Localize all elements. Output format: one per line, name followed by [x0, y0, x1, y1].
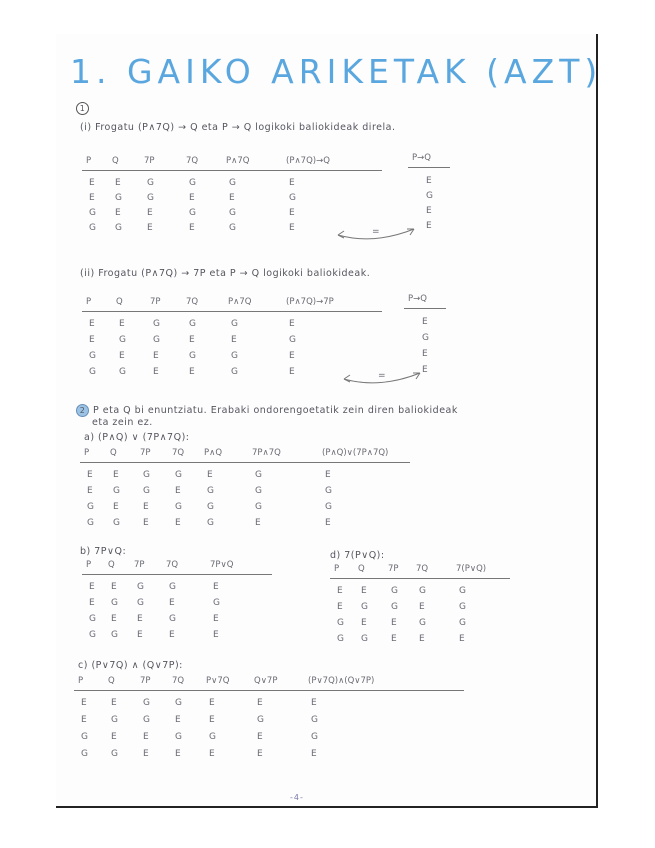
ex2-d-cell: G: [391, 586, 398, 596]
ex1-ii-header: P∧7Q: [228, 297, 252, 307]
ex1-ii-extra-underline: [404, 308, 446, 309]
ex2-a-cell: G: [255, 486, 262, 496]
ex2-a-cell: E: [325, 470, 331, 480]
ex2-a-cell: E: [175, 518, 181, 528]
ex1-ii-equivalence-mark: =: [378, 371, 386, 381]
ex2-b-header: 7P: [134, 560, 145, 570]
ex1-i-extra-cell: E: [426, 206, 432, 216]
ex1-i-cell: G: [115, 223, 122, 233]
ex2-c-cell: G: [257, 715, 264, 725]
ex2-a-cell: G: [207, 486, 214, 496]
exercise-2-statement-cont: eta zein ez.: [92, 417, 153, 428]
ex1-i-header: P∧7Q: [226, 156, 250, 166]
ex2-a-cell: E: [255, 518, 261, 528]
ex1-i-cell: G: [189, 178, 196, 188]
ex2-c-cell: G: [111, 715, 118, 725]
ex1-i-header: (P∧7Q)→Q: [286, 156, 330, 166]
ex1-ii-cell: E: [289, 319, 295, 329]
ex1-ii-cell: E: [89, 335, 95, 345]
ex1-ii-header-underline: [82, 311, 382, 312]
ex2-d-cell: G: [419, 586, 426, 596]
ex1-i-cell: G: [147, 193, 154, 203]
ex1-i-cell: G: [229, 208, 236, 218]
ex1-ii-cell: E: [119, 351, 125, 361]
ex1-i-cell: E: [289, 223, 295, 233]
ex2-c-cell: E: [81, 698, 87, 708]
ex2-c-cell: E: [143, 749, 149, 759]
ex2-a-header: Q: [110, 448, 117, 458]
ex1-ii-cell: G: [119, 367, 126, 377]
ex2-a-cell: G: [113, 486, 120, 496]
ex1-i-cell: E: [115, 208, 121, 218]
ex2-c-cell: E: [111, 732, 117, 742]
ex2-d-cell: E: [419, 634, 425, 644]
ex2-b-cell: E: [213, 630, 219, 640]
ex1-ii-header: 7P: [150, 297, 161, 307]
ex1-ii-cell: E: [189, 335, 195, 345]
ex1-i-cell: E: [289, 178, 295, 188]
ex2-a-cell: G: [143, 486, 150, 496]
ex2-b-label: b) 7P∨Q:: [80, 546, 127, 557]
ex2-b-cell: E: [137, 630, 143, 640]
ex1-i-cell: E: [229, 193, 235, 203]
ex1-i-cell: E: [289, 208, 295, 218]
ex1-ii-cell: E: [89, 319, 95, 329]
ex2-d-header: Q: [358, 564, 365, 574]
ex1-i-cell: G: [89, 208, 96, 218]
page-title: 1. GAIKO ARIKETAK (AZT): [70, 52, 603, 91]
ex2-c-cell: G: [175, 732, 182, 742]
ex2-c-header: (P∨7Q)∧(Q∨7P): [308, 676, 375, 686]
ex2-a-cell: E: [113, 502, 119, 512]
ex2-a-cell: G: [255, 470, 262, 480]
exercise-2-statement: 2 P eta Q bi enuntziatu. Erabaki ondorengoetatik zein diren baliokideak: [76, 404, 458, 417]
ex1-i-header: 7Q: [186, 156, 199, 166]
ex2-b-cell: G: [111, 630, 118, 640]
exercise-1-number: 1: [76, 102, 93, 115]
ex2-a-header: 7Q: [172, 448, 185, 458]
ex1-i-cell: G: [89, 223, 96, 233]
ex2-d-cell: E: [419, 602, 425, 612]
ex2-a-cell: E: [207, 470, 213, 480]
ex2-d-cell: G: [419, 618, 426, 628]
ex1-ii-cell: G: [89, 367, 96, 377]
ex2-c-cell: E: [175, 749, 181, 759]
ex1-i-header: Q: [112, 156, 119, 166]
ex2-d-cell: G: [337, 618, 344, 628]
ex2-b-cell: E: [169, 630, 175, 640]
ex2-b-cell: G: [111, 598, 118, 608]
ex1-ii-extra-cell: E: [422, 365, 428, 375]
ex2-a-cell: G: [175, 502, 182, 512]
ex2-a-label: a) (P∧Q) ∨ (7P∧7Q):: [84, 432, 190, 443]
ex2-d-cell: E: [459, 634, 465, 644]
ex1-i-equivalence-arrow: [334, 227, 434, 247]
ex2-c-label: c) (P∨7Q) ∧ (Q∨7P):: [78, 660, 183, 671]
ex2-d-cell: E: [337, 586, 343, 596]
ex1-i-cell: E: [115, 178, 121, 188]
ex1-ii-equivalence-arrow: [340, 371, 440, 391]
ex2-a-cell: E: [325, 518, 331, 528]
ex1-i-cell: G: [115, 193, 122, 203]
ex1-i-extra-cell: E: [426, 176, 432, 186]
ex1-ii-cell: E: [189, 367, 195, 377]
ex2-c-cell: G: [143, 715, 150, 725]
ex2-d-cell: E: [391, 634, 397, 644]
ex2-d-cell: E: [391, 618, 397, 628]
ex2-a-cell: G: [175, 470, 182, 480]
ex2-c-header: P: [78, 676, 84, 686]
ex1-ii-cell: E: [289, 351, 295, 361]
ex2-c-cell: G: [209, 732, 216, 742]
ex2-c-cell: E: [209, 715, 215, 725]
ex2-a-header: 7P∧7Q: [252, 448, 281, 458]
ex1-i-header: 7P: [144, 156, 155, 166]
ex2-b-cell: E: [89, 582, 95, 592]
ex1-ii-cell: G: [231, 351, 238, 361]
ex1-ii-cell: G: [119, 335, 126, 345]
ex2-b-cell: G: [169, 582, 176, 592]
ex2-a-cell: G: [143, 470, 150, 480]
ex2-d-cell: G: [337, 634, 344, 644]
ex2-d-header-underline: [330, 578, 510, 579]
ex2-c-cell: E: [143, 732, 149, 742]
ex1-ii-cell: G: [189, 319, 196, 329]
ex1-ii-cell: G: [231, 319, 238, 329]
ex2-c-cell: E: [209, 749, 215, 759]
ex2-b-cell: G: [169, 614, 176, 624]
ex2-c-cell: G: [175, 698, 182, 708]
ex1-ii-cell: G: [153, 335, 160, 345]
ex2-a-cell: G: [87, 518, 94, 528]
ex1-i-extra-header: P→Q: [412, 153, 431, 163]
ex1-ii-extra-cell: E: [422, 317, 428, 327]
ex1-ii-extra-cell: G: [422, 333, 429, 343]
ex2-b-cell: E: [137, 614, 143, 624]
ex2-b-cell: G: [213, 598, 220, 608]
ex2-c-header: 7P: [140, 676, 151, 686]
ex1-ii-cell: G: [153, 319, 160, 329]
ex2-c-cell: E: [311, 698, 317, 708]
ex2-b-header: 7Q: [166, 560, 179, 570]
ex1-i-extra-underline: [408, 167, 450, 168]
ex2-b-cell: E: [169, 598, 175, 608]
ex1-ii-cell: G: [189, 351, 196, 361]
ex2-d-label: d) 7(P∨Q):: [330, 550, 385, 561]
ex2-a-cell: G: [207, 518, 214, 528]
ex1-ii-cell: G: [289, 335, 296, 345]
ex1-i-cell: G: [229, 223, 236, 233]
ex1-ii-header: P: [86, 297, 92, 307]
ex2-a-cell: E: [175, 486, 181, 496]
ex2-a-header-underline: [80, 462, 410, 463]
ex1-ii-cell: G: [89, 351, 96, 361]
ex1-i-extra-cell: G: [426, 191, 433, 201]
ex2-b-cell: G: [137, 582, 144, 592]
ex2-c-cell: G: [81, 749, 88, 759]
ex2-a-cell: E: [87, 486, 93, 496]
ex1-i-cell: G: [229, 178, 236, 188]
ex2-a-cell: G: [207, 502, 214, 512]
ex2-d-header: 7(P∨Q): [456, 564, 487, 574]
ex2-d-header: P: [334, 564, 340, 574]
ex1-i-header: P: [86, 156, 92, 166]
ex2-d-cell: G: [361, 634, 368, 644]
ex2-d-cell: E: [361, 586, 367, 596]
ex1-ii-cell: G: [231, 367, 238, 377]
ex2-c-cell: G: [111, 749, 118, 759]
ex2-a-header: 7P: [140, 448, 151, 458]
ex2-c-cell: E: [209, 698, 215, 708]
ex2-c-header: Q: [108, 676, 115, 686]
ex1-i-cell: E: [147, 208, 153, 218]
ex2-b-cell: G: [137, 598, 144, 608]
ex1-ii-header: Q: [116, 297, 123, 307]
ex2-c-cell: E: [175, 715, 181, 725]
ex2-c-header: 7Q: [172, 676, 185, 686]
ex2-b-header: Q: [108, 560, 115, 570]
ex2-b-cell: E: [111, 582, 117, 592]
ex2-d-cell: G: [459, 602, 466, 612]
ex2-d-header: 7Q: [416, 564, 429, 574]
ex1-i-extra-cell: E: [426, 221, 432, 231]
ex2-a-cell: G: [325, 486, 332, 496]
ex2-c-cell: E: [81, 715, 87, 725]
ex2-a-cell: G: [87, 502, 94, 512]
ex2-a-cell: E: [143, 518, 149, 528]
ex2-a-cell: E: [143, 502, 149, 512]
ex1-i-cell: E: [189, 193, 195, 203]
ex2-d-cell: G: [361, 602, 368, 612]
ex1-part-i-statement: (i) Frogatu (P∧7Q) → Q eta P → Q logikoki baliokideak direla.: [80, 122, 396, 133]
ex2-c-cell: G: [311, 732, 318, 742]
ex1-ii-cell: E: [289, 367, 295, 377]
ex2-d-cell: G: [391, 602, 398, 612]
ex1-i-header-underline: [82, 170, 382, 171]
ex2-a-cell: E: [87, 470, 93, 480]
ex2-a-cell: E: [113, 470, 119, 480]
ex2-c-cell: E: [311, 749, 317, 759]
ex2-b-cell: E: [213, 614, 219, 624]
ex2-c-cell: E: [257, 698, 263, 708]
ex1-ii-header: (P∧7Q)→7P: [286, 297, 334, 307]
ex2-d-cell: G: [459, 618, 466, 628]
ex2-b-cell: E: [213, 582, 219, 592]
ex1-ii-cell: E: [153, 367, 159, 377]
ex2-a-header: P: [84, 448, 90, 458]
ex2-a-header: (P∧Q)∨(7P∧7Q): [322, 448, 389, 458]
ex1-i-cell: G: [147, 178, 154, 188]
ex2-a-cell: G: [325, 502, 332, 512]
ex2-d-cell: G: [459, 586, 466, 596]
ex1-ii-cell: E: [119, 319, 125, 329]
ex2-c-cell: G: [143, 698, 150, 708]
ex2-a-cell: G: [113, 518, 120, 528]
ex2-c-cell: G: [81, 732, 88, 742]
ex2-b-header-underline: [82, 574, 272, 575]
ex2-c-cell: G: [311, 715, 318, 725]
ex2-c-cell: E: [111, 698, 117, 708]
ex1-part-ii-statement: (ii) Frogatu (P∧7Q) → 7P eta P → Q logikoki baliokideak.: [80, 268, 371, 279]
ex2-b-header: P: [86, 560, 92, 570]
ex1-i-cell: E: [89, 193, 95, 203]
ex2-b-cell: E: [111, 614, 117, 624]
ex1-i-equivalence-mark: =: [372, 227, 380, 237]
ex2-b-cell: G: [89, 614, 96, 624]
ex1-i-cell: G: [189, 208, 196, 218]
page-number: -4-: [290, 793, 304, 802]
ex2-a-header: P∧Q: [204, 448, 223, 458]
ex1-ii-header: 7Q: [186, 297, 199, 307]
ex2-c-header: P∨7Q: [206, 676, 230, 686]
ex2-c-cell: E: [257, 732, 263, 742]
ex2-c-header: Q∨7P: [254, 676, 278, 686]
ex2-c-cell: E: [257, 749, 263, 759]
ex2-d-header: 7P: [388, 564, 399, 574]
ex1-ii-cell: E: [153, 351, 159, 361]
ex1-i-cell: E: [189, 223, 195, 233]
ex2-d-cell: E: [361, 618, 367, 628]
ex2-d-cell: E: [337, 602, 343, 612]
ex2-b-cell: G: [89, 630, 96, 640]
ex2-c-header-underline: [74, 690, 464, 691]
ex2-a-cell: G: [255, 502, 262, 512]
ex1-ii-cell: E: [231, 335, 237, 345]
ex1-i-cell: E: [89, 178, 95, 188]
ex2-b-header: 7P∨Q: [210, 560, 234, 570]
ex1-i-cell: E: [147, 223, 153, 233]
ex1-ii-extra-cell: E: [422, 349, 428, 359]
ex2-b-cell: E: [89, 598, 95, 608]
ex1-ii-extra-header: P→Q: [408, 294, 427, 304]
ex1-i-cell: G: [289, 193, 296, 203]
